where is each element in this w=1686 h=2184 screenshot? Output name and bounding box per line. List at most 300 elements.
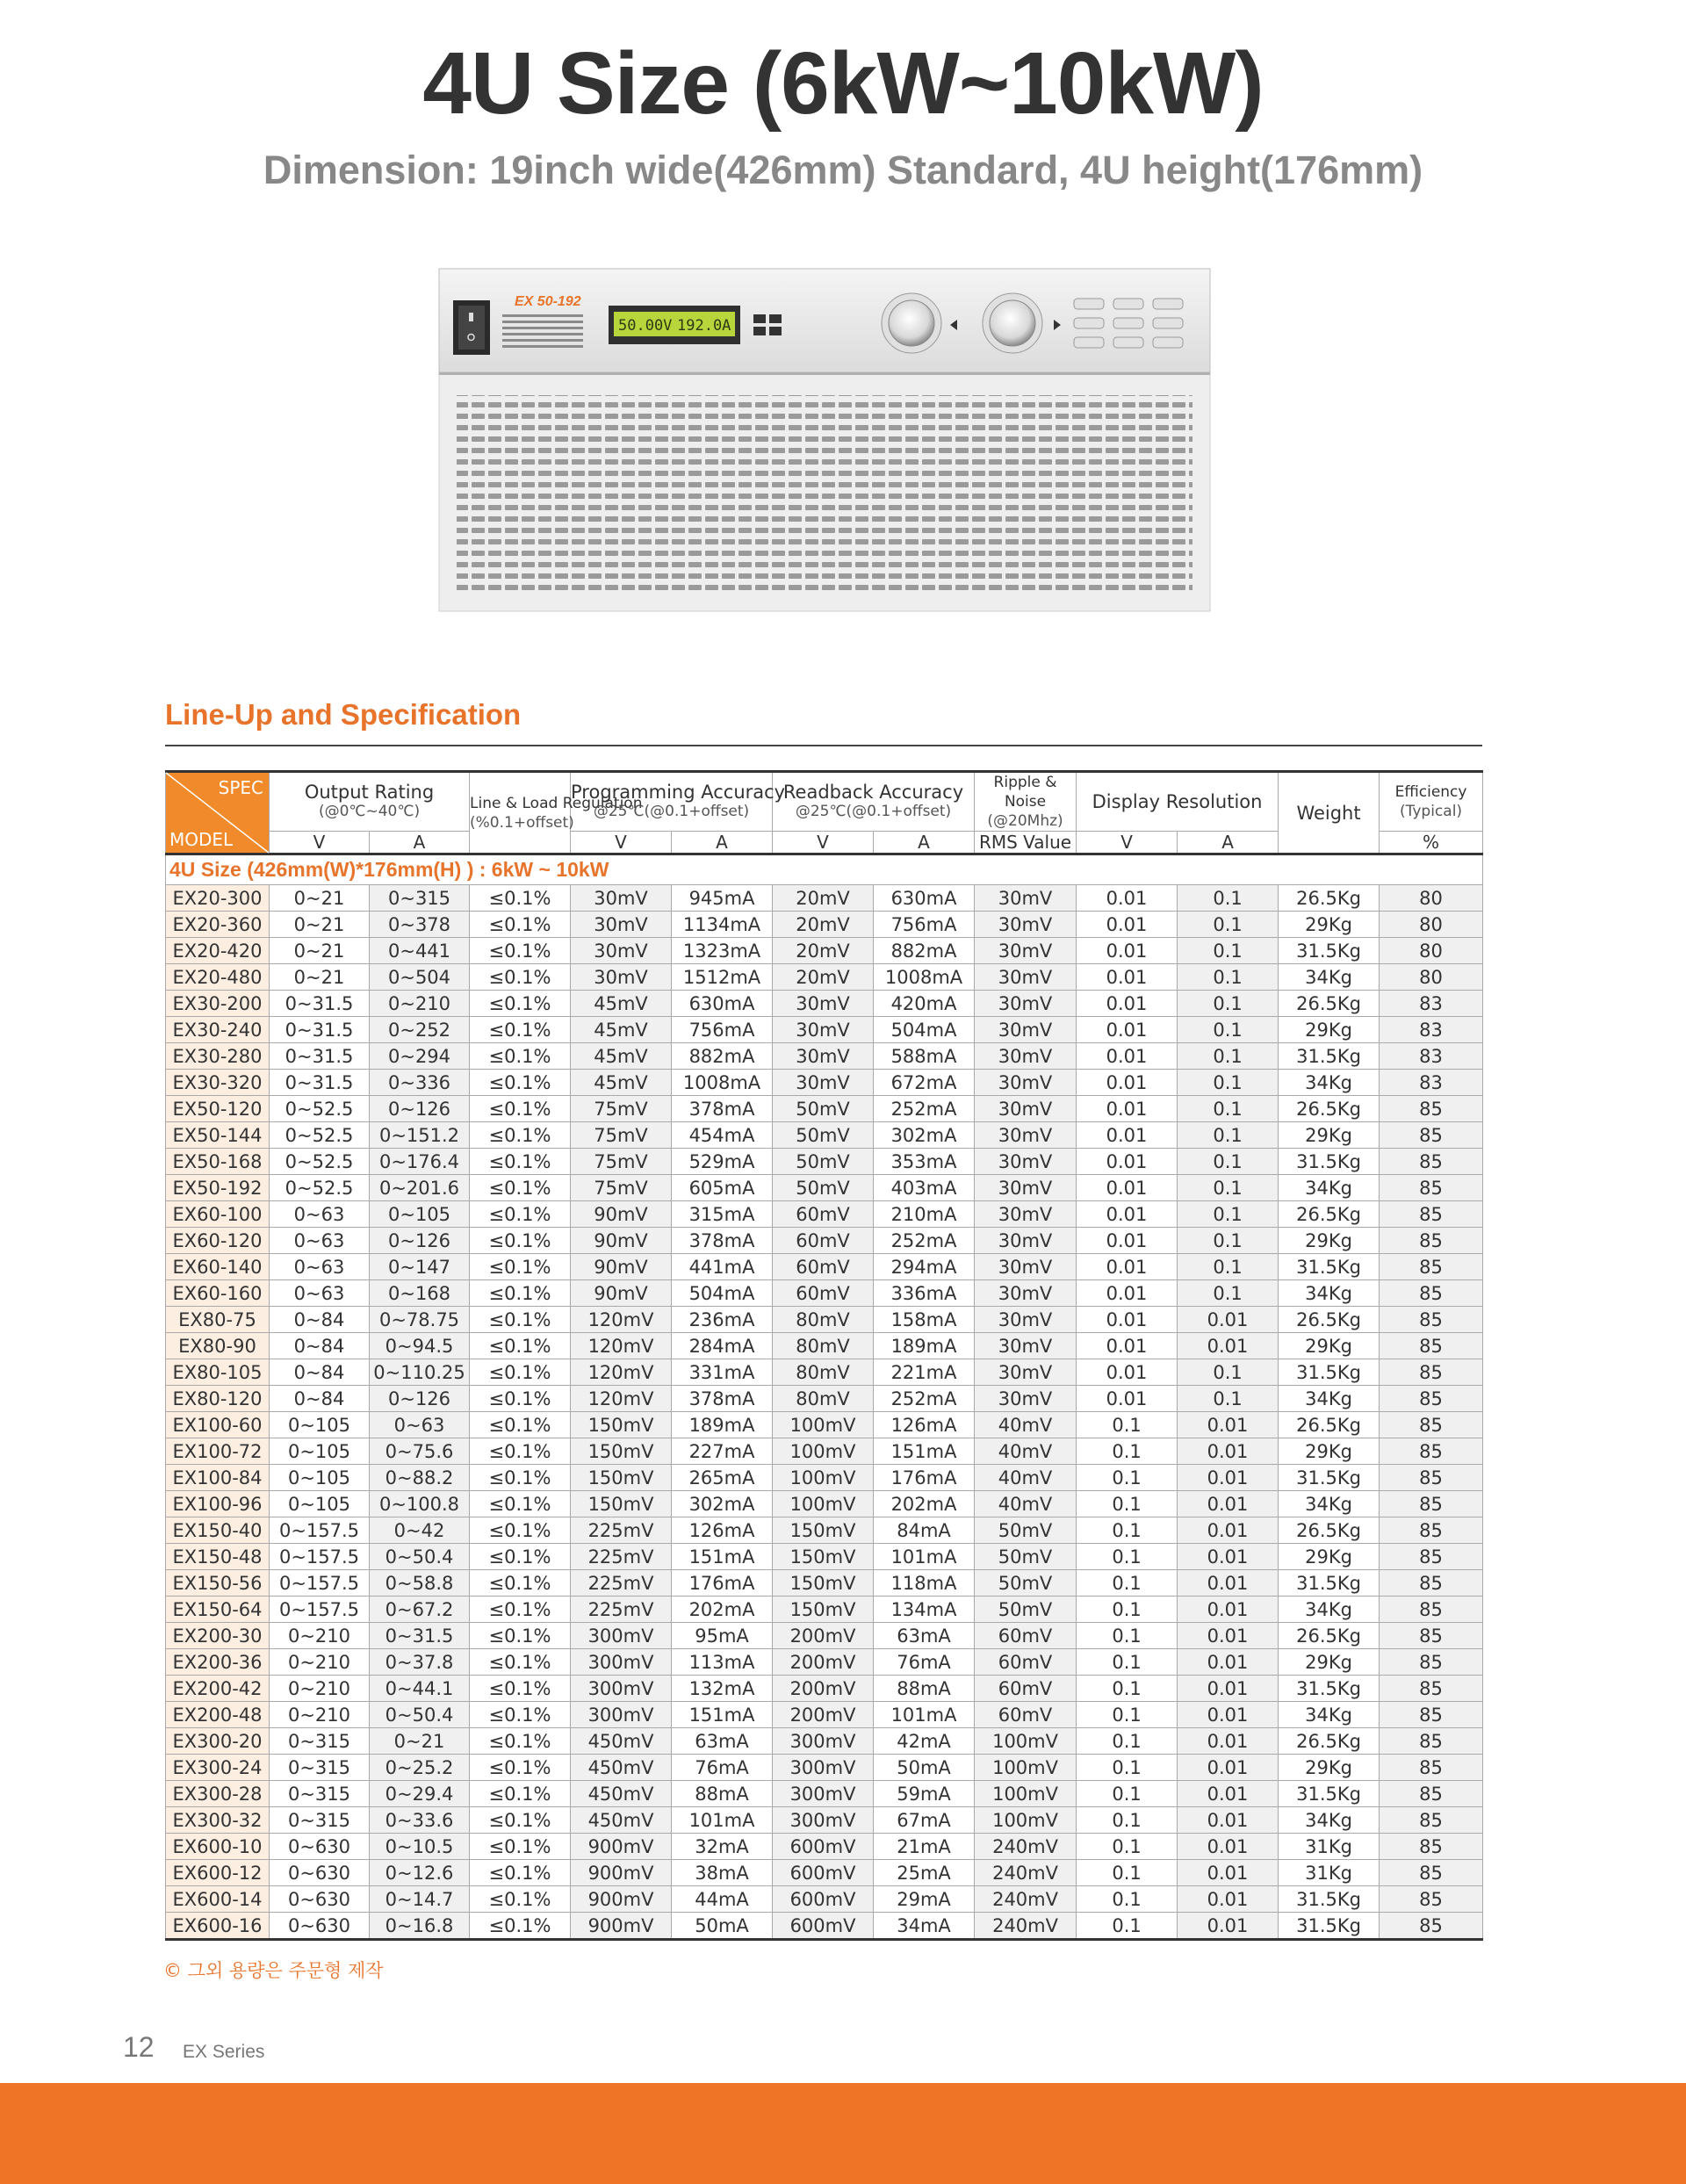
table-row: [166, 1491, 1483, 1517]
cell-res-a: 0.1: [1178, 1096, 1279, 1122]
cell-prog-a: 189mA: [672, 1412, 773, 1438]
cell-output-v: 0~315: [270, 1755, 370, 1781]
cell-read-v: 200mV: [773, 1676, 874, 1702]
cell-prog-v: 30mV: [571, 938, 672, 964]
cell-model: EX20-480: [166, 964, 270, 991]
cell-prog-a: 1134mA: [672, 912, 773, 938]
cell-regulation: ≤0.1%: [470, 1597, 571, 1623]
cell-res-v: 0.1: [1077, 1676, 1178, 1702]
cell-res-v: 0.1: [1077, 1860, 1178, 1886]
page-title: 4U Size (6kW~10kW): [422, 34, 1264, 133]
cell-ripple: 100mV: [975, 1781, 1077, 1807]
cell-res-v: 0.1: [1077, 1702, 1178, 1728]
cell-read-v: 20mV: [773, 964, 874, 991]
cell-ripple: 30mV: [975, 885, 1077, 912]
cell-prog-a: 50mA: [672, 1913, 773, 1940]
cell-prog-v: 45mV: [571, 1043, 672, 1070]
cell-output-v: 0~21: [270, 885, 370, 912]
cell-output-a: 0~75.6: [370, 1438, 470, 1465]
table-row: [166, 1122, 1483, 1149]
cell-model: EX30-200: [166, 991, 270, 1017]
cell-prog-a: 176mA: [672, 1570, 773, 1597]
header-prog-v: V: [571, 832, 672, 854]
cell-model: EX60-100: [166, 1201, 270, 1228]
cell-ripple: 50mV: [975, 1544, 1077, 1570]
cell-output-a: 0~147: [370, 1254, 470, 1280]
cell-efficiency: 85: [1380, 1517, 1483, 1544]
cell-model: EX50-168: [166, 1149, 270, 1175]
cell-res-a: 0.01: [1178, 1860, 1279, 1886]
table-row: [166, 1096, 1483, 1122]
cell-model: EX100-84: [166, 1465, 270, 1491]
cell-prog-v: 30mV: [571, 912, 672, 938]
cell-res-a: 0.1: [1178, 1386, 1279, 1412]
cell-prog-a: 454mA: [672, 1122, 773, 1149]
cell-model: EX600-12: [166, 1860, 270, 1886]
cell-prog-a: 101mA: [672, 1807, 773, 1834]
cell-read-v: 50mV: [773, 1096, 874, 1122]
cell-prog-v: 75mV: [571, 1122, 672, 1149]
cell-efficiency: 85: [1380, 1228, 1483, 1254]
cell-weight: 29Kg: [1279, 1017, 1380, 1043]
cell-res-a: 0.01: [1178, 1544, 1279, 1570]
cell-regulation: ≤0.1%: [470, 1649, 571, 1676]
cell-weight: 31.5Kg: [1279, 1886, 1380, 1913]
cell-model: EX100-96: [166, 1491, 270, 1517]
cell-output-a: 0~37.8: [370, 1649, 470, 1676]
cell-res-v: 0.1: [1077, 1649, 1178, 1676]
cell-output-a: 0~14.7: [370, 1886, 470, 1913]
cell-output-a: 0~176.4: [370, 1149, 470, 1175]
cell-read-a: 202mA: [874, 1491, 975, 1517]
cell-prog-v: 900mV: [571, 1834, 672, 1860]
cell-output-a: 0~16.8: [370, 1913, 470, 1940]
cell-prog-v: 75mV: [571, 1149, 672, 1175]
cell-prog-a: 284mA: [672, 1333, 773, 1359]
cell-output-a: 0~294: [370, 1043, 470, 1070]
cell-model: EX100-60: [166, 1412, 270, 1438]
cell-efficiency: 85: [1380, 1386, 1483, 1412]
cell-output-v: 0~31.5: [270, 1043, 370, 1070]
table-row: [166, 1649, 1483, 1676]
cell-regulation: ≤0.1%: [470, 1333, 571, 1359]
cell-model: EX80-120: [166, 1386, 270, 1412]
cell-model: EX600-14: [166, 1886, 270, 1913]
cell-read-a: 84mA: [874, 1517, 975, 1544]
cell-ripple: 30mV: [975, 964, 1077, 991]
cell-res-v: 0.01: [1077, 1333, 1178, 1359]
cell-output-v: 0~157.5: [270, 1517, 370, 1544]
cell-efficiency: 85: [1380, 1781, 1483, 1807]
cell-efficiency: 80: [1380, 912, 1483, 938]
display-voltage: 50.00V: [618, 317, 673, 335]
cell-res-v: 0.01: [1077, 964, 1178, 991]
cell-efficiency: 85: [1380, 1570, 1483, 1597]
cell-weight: 26.5Kg: [1279, 1307, 1380, 1333]
table-row: [166, 1359, 1483, 1386]
cell-prog-a: 88mA: [672, 1781, 773, 1807]
cell-ripple: 40mV: [975, 1465, 1077, 1491]
cell-prog-v: 900mV: [571, 1860, 672, 1886]
cell-output-a: 0~210: [370, 991, 470, 1017]
cell-res-a: 0.1: [1178, 1017, 1279, 1043]
cell-read-v: 100mV: [773, 1465, 874, 1491]
cell-ripple: 50mV: [975, 1597, 1077, 1623]
cell-res-a: 0.01: [1178, 1438, 1279, 1465]
cell-res-v: 0.01: [1077, 1149, 1178, 1175]
cell-regulation: ≤0.1%: [470, 1544, 571, 1570]
cell-output-v: 0~210: [270, 1649, 370, 1676]
cell-read-a: 101mA: [874, 1702, 975, 1728]
cell-prog-a: 44mA: [672, 1886, 773, 1913]
cell-read-v: 20mV: [773, 938, 874, 964]
cell-res-v: 0.01: [1077, 1254, 1178, 1280]
table-row: [166, 1017, 1483, 1043]
cell-ripple: 50mV: [975, 1517, 1077, 1544]
cell-read-a: 252mA: [874, 1096, 975, 1122]
cell-prog-v: 45mV: [571, 1017, 672, 1043]
table-row: [166, 1280, 1483, 1307]
cell-read-v: 30mV: [773, 991, 874, 1017]
cell-res-v: 0.1: [1077, 1755, 1178, 1781]
cell-prog-a: 126mA: [672, 1517, 773, 1544]
header-output-rating: Output Rating (@0℃~40℃): [270, 772, 470, 832]
cell-model: EX600-16: [166, 1913, 270, 1940]
table-row: [166, 1517, 1483, 1544]
cell-weight: 34Kg: [1279, 1807, 1380, 1834]
cell-prog-a: 32mA: [672, 1834, 773, 1860]
cell-output-v: 0~105: [270, 1465, 370, 1491]
cell-res-a: 0.01: [1178, 1412, 1279, 1438]
table-row: [166, 1175, 1483, 1201]
cell-read-a: 134mA: [874, 1597, 975, 1623]
table-row: [166, 1070, 1483, 1096]
cell-prog-v: 30mV: [571, 964, 672, 991]
cell-weight: 34Kg: [1279, 1175, 1380, 1201]
cell-ripple: 30mV: [975, 1017, 1077, 1043]
cell-prog-v: 45mV: [571, 991, 672, 1017]
table-row: [166, 1755, 1483, 1781]
table-row: [166, 1597, 1483, 1623]
cell-model: EX200-36: [166, 1649, 270, 1676]
cell-prog-v: 90mV: [571, 1201, 672, 1228]
cell-ripple: 60mV: [975, 1649, 1077, 1676]
cell-prog-v: 90mV: [571, 1280, 672, 1307]
cell-output-v: 0~52.5: [270, 1175, 370, 1201]
cell-model: EX150-48: [166, 1544, 270, 1570]
cell-model: EX80-90: [166, 1333, 270, 1359]
table-row: [166, 1438, 1483, 1465]
cell-res-v: 0.1: [1077, 1517, 1178, 1544]
cell-output-v: 0~63: [270, 1228, 370, 1254]
cell-weight: 34Kg: [1279, 964, 1380, 991]
cell-model: EX60-160: [166, 1280, 270, 1307]
cell-prog-v: 150mV: [571, 1465, 672, 1491]
cell-efficiency: 85: [1380, 1755, 1483, 1781]
cell-weight: 34Kg: [1279, 1491, 1380, 1517]
cell-read-v: 300mV: [773, 1781, 874, 1807]
cell-weight: 34Kg: [1279, 1070, 1380, 1096]
cell-read-v: 30mV: [773, 1070, 874, 1096]
cell-model: EX200-42: [166, 1676, 270, 1702]
cell-regulation: ≤0.1%: [470, 1412, 571, 1438]
cell-model: EX150-64: [166, 1597, 270, 1623]
cell-prog-v: 120mV: [571, 1307, 672, 1333]
cell-weight: 31Kg: [1279, 1834, 1380, 1860]
cell-read-v: 300mV: [773, 1728, 874, 1755]
cell-output-a: 0~12.6: [370, 1860, 470, 1886]
cell-read-v: 600mV: [773, 1860, 874, 1886]
cell-prog-a: 202mA: [672, 1597, 773, 1623]
table-row: [166, 1386, 1483, 1412]
cell-res-v: 0.01: [1077, 1386, 1178, 1412]
cell-ripple: 30mV: [975, 1043, 1077, 1070]
cell-read-a: 221mA: [874, 1359, 975, 1386]
corner-spec-label: SPEC: [218, 777, 263, 798]
cell-efficiency: 83: [1380, 1017, 1483, 1043]
cell-output-v: 0~52.5: [270, 1122, 370, 1149]
cell-output-v: 0~210: [270, 1702, 370, 1728]
cell-prog-a: 63mA: [672, 1728, 773, 1755]
display-current: 192.0A: [677, 317, 731, 335]
cell-prog-v: 120mV: [571, 1386, 672, 1412]
cell-res-v: 0.1: [1077, 1597, 1178, 1623]
cell-efficiency: 85: [1380, 1544, 1483, 1570]
cell-res-a: 0.1: [1178, 1254, 1279, 1280]
cell-output-v: 0~157.5: [270, 1597, 370, 1623]
cell-prog-a: 315mA: [672, 1201, 773, 1228]
cell-output-v: 0~105: [270, 1412, 370, 1438]
cell-prog-v: 225mV: [571, 1570, 672, 1597]
footer-bar: [0, 2083, 1686, 2184]
table-row: [166, 1228, 1483, 1254]
table-row: [166, 1544, 1483, 1570]
table-corner-cell: [166, 772, 270, 854]
header-display-resolution: Display Resolution: [1077, 772, 1279, 832]
cell-output-v: 0~31.5: [270, 991, 370, 1017]
cell-res-a: 0.1: [1178, 938, 1279, 964]
cell-efficiency: 85: [1380, 1676, 1483, 1702]
cell-weight: 34Kg: [1279, 1386, 1380, 1412]
table-row: [166, 1676, 1483, 1702]
cell-res-a: 0.1: [1178, 1175, 1279, 1201]
cell-model: EX30-280: [166, 1043, 270, 1070]
cell-model: EX150-40: [166, 1517, 270, 1544]
cell-output-v: 0~315: [270, 1728, 370, 1755]
cell-efficiency: 85: [1380, 1280, 1483, 1307]
cell-output-a: 0~58.8: [370, 1570, 470, 1597]
cell-res-a: 0.01: [1178, 1597, 1279, 1623]
cell-res-a: 0.01: [1178, 1517, 1279, 1544]
cell-efficiency: 85: [1380, 1359, 1483, 1386]
cell-prog-v: 150mV: [571, 1412, 672, 1438]
cell-efficiency: 80: [1380, 964, 1483, 991]
header-output-a: A: [370, 832, 470, 854]
cell-output-a: 0~378: [370, 912, 470, 938]
cell-prog-a: 1512mA: [672, 964, 773, 991]
cell-efficiency: 80: [1380, 938, 1483, 964]
cell-res-v: 0.01: [1077, 912, 1178, 938]
cell-prog-a: 504mA: [672, 1280, 773, 1307]
cell-res-v: 0.01: [1077, 1017, 1178, 1043]
cell-regulation: ≤0.1%: [470, 1043, 571, 1070]
product-image: [437, 263, 1214, 613]
cell-regulation: ≤0.1%: [470, 1228, 571, 1254]
header-efficiency: Efficiency (Typical): [1380, 772, 1483, 832]
cell-output-a: 0~29.4: [370, 1781, 470, 1807]
cell-res-a: 0.01: [1178, 1649, 1279, 1676]
cell-prog-a: 265mA: [672, 1465, 773, 1491]
cell-res-a: 0.1: [1178, 1228, 1279, 1254]
cell-output-a: 0~78.75: [370, 1307, 470, 1333]
cell-efficiency: 85: [1380, 1834, 1483, 1860]
cell-output-a: 0~31.5: [370, 1623, 470, 1649]
cell-res-v: 0.01: [1077, 1175, 1178, 1201]
cell-output-v: 0~21: [270, 938, 370, 964]
cell-res-v: 0.1: [1077, 1623, 1178, 1649]
cell-efficiency: 85: [1380, 1491, 1483, 1517]
cell-model: EX20-300: [166, 885, 270, 912]
cell-res-a: 0.01: [1178, 1807, 1279, 1834]
cell-prog-a: 1323mA: [672, 938, 773, 964]
cell-read-v: 200mV: [773, 1623, 874, 1649]
cell-model: EX600-10: [166, 1834, 270, 1860]
cell-output-v: 0~63: [270, 1254, 370, 1280]
cell-weight: 29Kg: [1279, 1438, 1380, 1465]
cell-ripple: 30mV: [975, 1333, 1077, 1359]
cell-read-a: 252mA: [874, 1228, 975, 1254]
cell-read-a: 59mA: [874, 1781, 975, 1807]
cell-read-a: 158mA: [874, 1307, 975, 1333]
cell-model: EX60-120: [166, 1228, 270, 1254]
header-read-a: A: [874, 832, 975, 854]
cell-ripple: 240mV: [975, 1886, 1077, 1913]
cell-regulation: ≤0.1%: [470, 1280, 571, 1307]
table-row: [166, 1201, 1483, 1228]
cell-prog-a: 227mA: [672, 1438, 773, 1465]
cell-output-v: 0~21: [270, 912, 370, 938]
cell-prog-v: 30mV: [571, 885, 672, 912]
table-row: [166, 1149, 1483, 1175]
spec-table: [165, 770, 1483, 1941]
cell-read-a: 302mA: [874, 1122, 975, 1149]
cell-output-v: 0~315: [270, 1781, 370, 1807]
cell-res-v: 0.01: [1077, 1280, 1178, 1307]
cell-efficiency: 85: [1380, 1096, 1483, 1122]
cell-read-v: 600mV: [773, 1834, 874, 1860]
cell-weight: 29Kg: [1279, 1333, 1380, 1359]
table-row: [166, 1043, 1483, 1070]
cell-res-a: 0.01: [1178, 1491, 1279, 1517]
table-row: [166, 1886, 1483, 1913]
cell-output-a: 0~110.25: [370, 1359, 470, 1386]
cell-prog-a: 605mA: [672, 1175, 773, 1201]
cell-read-v: 20mV: [773, 885, 874, 912]
cell-read-a: 50mA: [874, 1755, 975, 1781]
cell-read-a: 176mA: [874, 1465, 975, 1491]
cell-ripple: 100mV: [975, 1755, 1077, 1781]
cell-regulation: ≤0.1%: [470, 964, 571, 991]
cell-res-a: 0.01: [1178, 1702, 1279, 1728]
cell-res-a: 0.1: [1178, 1359, 1279, 1386]
cell-read-a: 882mA: [874, 938, 975, 964]
cell-read-v: 80mV: [773, 1386, 874, 1412]
cell-output-a: 0~50.4: [370, 1702, 470, 1728]
cell-ripple: 240mV: [975, 1860, 1077, 1886]
header-efficiency-pct: %: [1380, 832, 1483, 854]
cell-output-a: 0~44.1: [370, 1676, 470, 1702]
cell-output-v: 0~84: [270, 1333, 370, 1359]
cell-weight: 34Kg: [1279, 1702, 1380, 1728]
cell-prog-v: 300mV: [571, 1623, 672, 1649]
table-row: [166, 991, 1483, 1017]
cell-read-v: 20mV: [773, 912, 874, 938]
cell-model: EX300-32: [166, 1807, 270, 1834]
cell-read-a: 504mA: [874, 1017, 975, 1043]
cell-prog-a: 38mA: [672, 1860, 773, 1886]
cell-read-v: 600mV: [773, 1913, 874, 1940]
cell-regulation: ≤0.1%: [470, 912, 571, 938]
cell-prog-v: 150mV: [571, 1491, 672, 1517]
cell-res-a: 0.01: [1178, 1307, 1279, 1333]
cell-ripple: 30mV: [975, 1122, 1077, 1149]
cell-prog-a: 529mA: [672, 1149, 773, 1175]
cell-weight: 26.5Kg: [1279, 885, 1380, 912]
cell-regulation: ≤0.1%: [470, 1307, 571, 1333]
cell-ripple: 40mV: [975, 1438, 1077, 1465]
cell-efficiency: 85: [1380, 1201, 1483, 1228]
cell-read-a: 630mA: [874, 885, 975, 912]
cell-prog-v: 225mV: [571, 1544, 672, 1570]
cell-read-a: 189mA: [874, 1333, 975, 1359]
cell-efficiency: 85: [1380, 1623, 1483, 1649]
cell-output-a: 0~88.2: [370, 1465, 470, 1491]
cell-prog-v: 450mV: [571, 1755, 672, 1781]
cell-efficiency: 80: [1380, 885, 1483, 912]
cell-efficiency: 85: [1380, 1333, 1483, 1359]
section-divider: [165, 745, 1482, 746]
cell-efficiency: 85: [1380, 1649, 1483, 1676]
cell-res-a: 0.1: [1178, 991, 1279, 1017]
cell-output-v: 0~210: [270, 1676, 370, 1702]
cell-read-v: 60mV: [773, 1228, 874, 1254]
cell-read-v: 30mV: [773, 1043, 874, 1070]
cell-efficiency: 85: [1380, 1438, 1483, 1465]
cell-weight: 26.5Kg: [1279, 1623, 1380, 1649]
header-display-v: V: [1077, 832, 1178, 854]
cell-prog-a: 95mA: [672, 1623, 773, 1649]
cell-model: EX80-75: [166, 1307, 270, 1333]
cell-prog-v: 225mV: [571, 1517, 672, 1544]
cell-output-a: 0~94.5: [370, 1333, 470, 1359]
cell-ripple: 100mV: [975, 1807, 1077, 1834]
cell-prog-a: 331mA: [672, 1359, 773, 1386]
cell-prog-a: 441mA: [672, 1254, 773, 1280]
cell-output-v: 0~84: [270, 1359, 370, 1386]
header-prog-a: A: [672, 832, 773, 854]
cell-prog-v: 900mV: [571, 1913, 672, 1940]
cell-res-v: 0.01: [1077, 1359, 1178, 1386]
table-row: [166, 1333, 1483, 1359]
cell-output-a: 0~21: [370, 1728, 470, 1755]
cell-prog-v: 150mV: [571, 1438, 672, 1465]
cell-output-v: 0~31.5: [270, 1017, 370, 1043]
cell-regulation: ≤0.1%: [470, 1122, 571, 1149]
cell-ripple: 240mV: [975, 1913, 1077, 1940]
cell-res-v: 0.1: [1077, 1438, 1178, 1465]
cell-ripple: 60mV: [975, 1676, 1077, 1702]
cell-output-a: 0~201.6: [370, 1175, 470, 1201]
